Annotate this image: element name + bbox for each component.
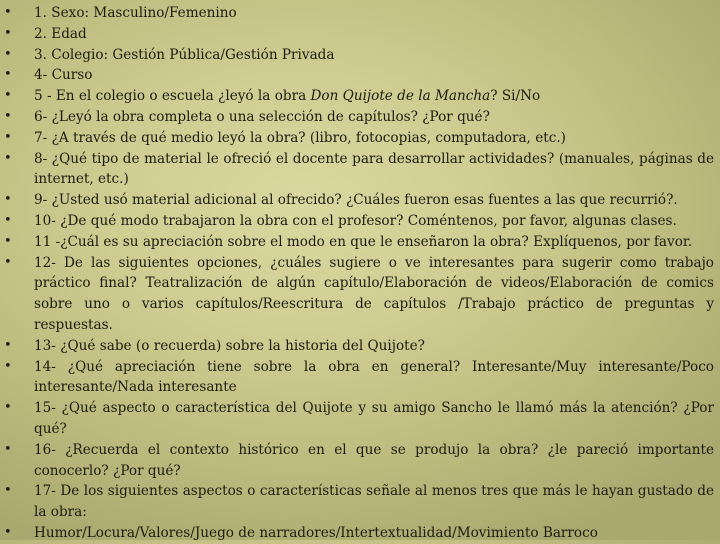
bullet-icon: • [4, 358, 12, 374]
list-item [0, 357, 720, 399]
list-item [0, 190, 720, 211]
bullet-icon: • [4, 67, 12, 83]
list-item [0, 253, 720, 336]
list-item [0, 211, 720, 232]
question-14-text: 14- ¿Qué apreciación tiene sobre la obra en general? Interesante/Muy interesante/Poco interesante/Nada interesante [34, 358, 714, 396]
bullet-icon: • [4, 150, 12, 166]
question-1-text: 1. Sexo: Masculino/Femenino [34, 5, 237, 21]
bullet-icon: • [4, 108, 12, 124]
bullet-icon: • [4, 233, 12, 249]
question-5-text-before: 5 - En el colegio o escuela ¿leyó la obra [34, 88, 311, 105]
question-17-options-text: Humor/Locura/Valores/Juego de narradores/Intertextualidad/Movimiento Barroco [34, 524, 598, 541]
question-11-text: 11 -¿Cuál es su apreciación sobre el modo en que le enseñaron la obra? Explíquenos, por favor. [34, 233, 693, 250]
list-item [0, 3, 720, 24]
bullet-icon: • [4, 212, 12, 228]
question-15-text: 15- ¿Qué aspecto o característica del Quijote y su amigo Sancho le llamó más la atención? ¿Por qué? [34, 400, 714, 437]
question-9-text: 9- ¿Usted usó material adicional al ofrecido? ¿Cuáles fueron esas fuentes a las que recurrió?. [34, 192, 678, 209]
list-item [0, 128, 720, 149]
list-item [0, 440, 720, 482]
question-3-text: 3. Colegio: Gestión Pública/Gestión Privada [34, 46, 335, 63]
question-8-text: 8- ¿Qué tipo de material le ofreció el docente para desarrollar actividades? (manuales, páginas de internet, etc.) [34, 150, 714, 188]
bullet-icon: • [4, 400, 12, 416]
list-item [0, 24, 720, 45]
book-title: Don Quijote de la Mancha [310, 88, 491, 105]
bullet-icon: • [4, 441, 12, 457]
bullet-icon: • [4, 524, 12, 540]
list-item [0, 481, 720, 523]
bullet-icon: • [4, 88, 12, 104]
question-2-text: 2. Edad [34, 25, 87, 42]
bullet-icon: • [4, 5, 12, 20]
list-item [0, 86, 720, 107]
question-16-text: 16- ¿Recuerda el contexto histórico en el que se produjo la obra? ¿le pareció importante conocerlo? ¿Por qué? [34, 441, 714, 479]
bullet-icon: • [4, 46, 12, 62]
question-list [0, 3, 720, 544]
question-17-text: 17- De los siguientes aspectos o características señale al menos tres que más le hayan gustado de la obra: [34, 483, 714, 521]
bullet-icon: • [4, 483, 12, 499]
question-13-text: 13- ¿Qué sabe (o recuerda) sobre la historia del Quijote? [34, 337, 425, 354]
bullet-icon: • [4, 254, 12, 270]
question-4-text: 4- Curso [34, 67, 93, 84]
question-12-text: 12- De las siguientes opciones, ¿cuáles sugiere o ve interesantes para sugerir como trabajo práctico final? Teatralización de algún capítulo/Elaboración de videos/Elaboración de comics sobre uno o varios capítulos/Reescritura de capítulos /Trabajo práctico de preguntas y respuestas. [34, 254, 714, 333]
question-10-text: 10- ¿De qué modo trabajaron la obra con el profesor? Coméntenos, por favor, algunas clases. [34, 212, 677, 229]
question-6-text: 6- ¿Leyó la obra completa o una selección de capítulos? ¿Por qué? [34, 108, 490, 125]
bullet-icon: • [4, 129, 12, 145]
bullet-icon: • [4, 192, 12, 208]
list-item [0, 149, 720, 191]
list-item [0, 45, 720, 66]
list-item [0, 398, 720, 440]
list-item [0, 523, 720, 544]
question-7-text: 7- ¿A través de qué medio leyó la obra? (libro, fotocopias, computadora, etc.) [34, 129, 566, 146]
list-item [0, 232, 720, 253]
list-item [0, 107, 720, 128]
list-item [0, 336, 720, 357]
bullet-icon: • [4, 25, 12, 41]
question-5-text-after: ? Si/No [490, 88, 541, 105]
bullet-icon: • [4, 337, 12, 353]
list-item [0, 65, 720, 86]
